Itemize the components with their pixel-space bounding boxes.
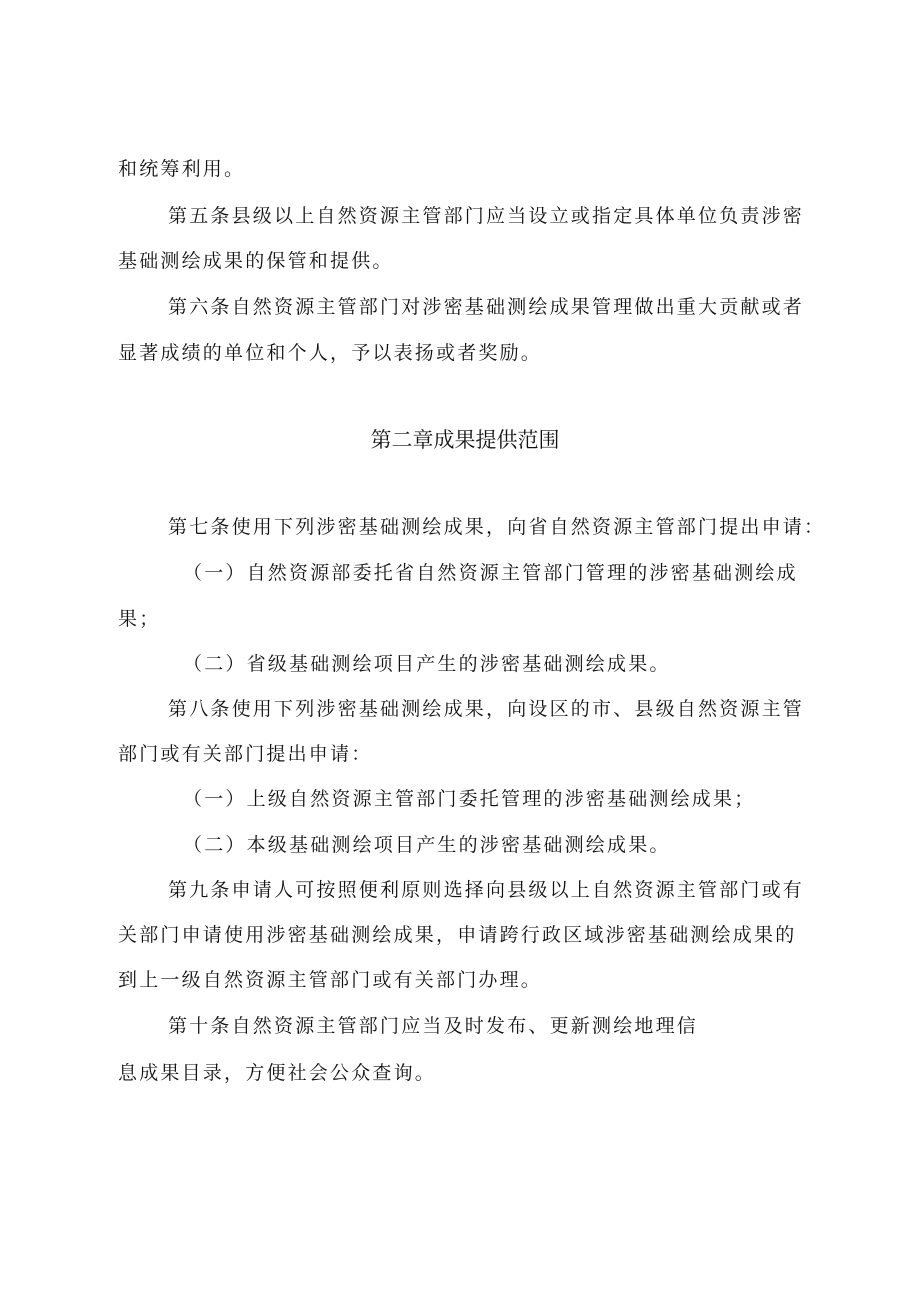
article-10-line-1: 第十条自然资源主管部门应当及时发布、更新测绘地理信 xyxy=(168,1015,699,1037)
article-8-item-2: （二）本级基础测绘项目产生的涉密基础测绘成果。 xyxy=(183,834,671,856)
article-9-line-2: 关部门申请使用涉密基础测绘成果，申请跨行政区域涉密基础测绘成果的 xyxy=(118,924,797,946)
article-5-line-1: 第五条县级以上自然资源主管部门应当设立或指定具体单位负责涉密 xyxy=(168,205,805,227)
article-6-line-2: 显著成绩的单位和个人，予以表扬或者奖励。 xyxy=(118,342,543,364)
article-9-line-3: 到上一级自然资源主管部门或有关部门办理。 xyxy=(118,969,543,991)
paragraph-line: 和统筹利用。 xyxy=(118,158,246,180)
article-10-line-2: 息成果目录，方便社会公众查询。 xyxy=(118,1062,437,1084)
article-8-line-2: 部门或有关部门提出申请： xyxy=(118,743,373,765)
article-9-line-1: 第九条申请人可按照便利原则选择向县级以上自然资源主管部门或有 xyxy=(168,879,805,901)
article-8-item-1: （一）上级自然资源主管部门委托管理的涉密基础测绘成果； xyxy=(183,788,756,810)
article-8-line-1: 第八条使用下列涉密基础测绘成果，向设区的市、县级自然资源主管 xyxy=(168,698,805,720)
article-7-line-1: 第七条使用下列涉密基础测绘成果，向省自然资源主管部门提出申请： xyxy=(168,516,826,538)
article-7-item-1-line-1: （一）自然资源部委托省自然资源主管部门管理的涉密基础测绘成 xyxy=(183,562,798,584)
article-7-item-1-line-2: 果； xyxy=(118,608,161,630)
chapter-title: 第二章成果提供范围 xyxy=(370,428,560,452)
article-6-line-1: 第六条自然资源主管部门对涉密基础测绘成果管理做出重大贡献或者 xyxy=(168,296,805,318)
article-5-line-2: 基础测绘成果的保管和提供。 xyxy=(118,250,394,272)
article-7-item-2: （二）省级基础测绘项目产生的涉密基础测绘成果。 xyxy=(183,653,671,675)
